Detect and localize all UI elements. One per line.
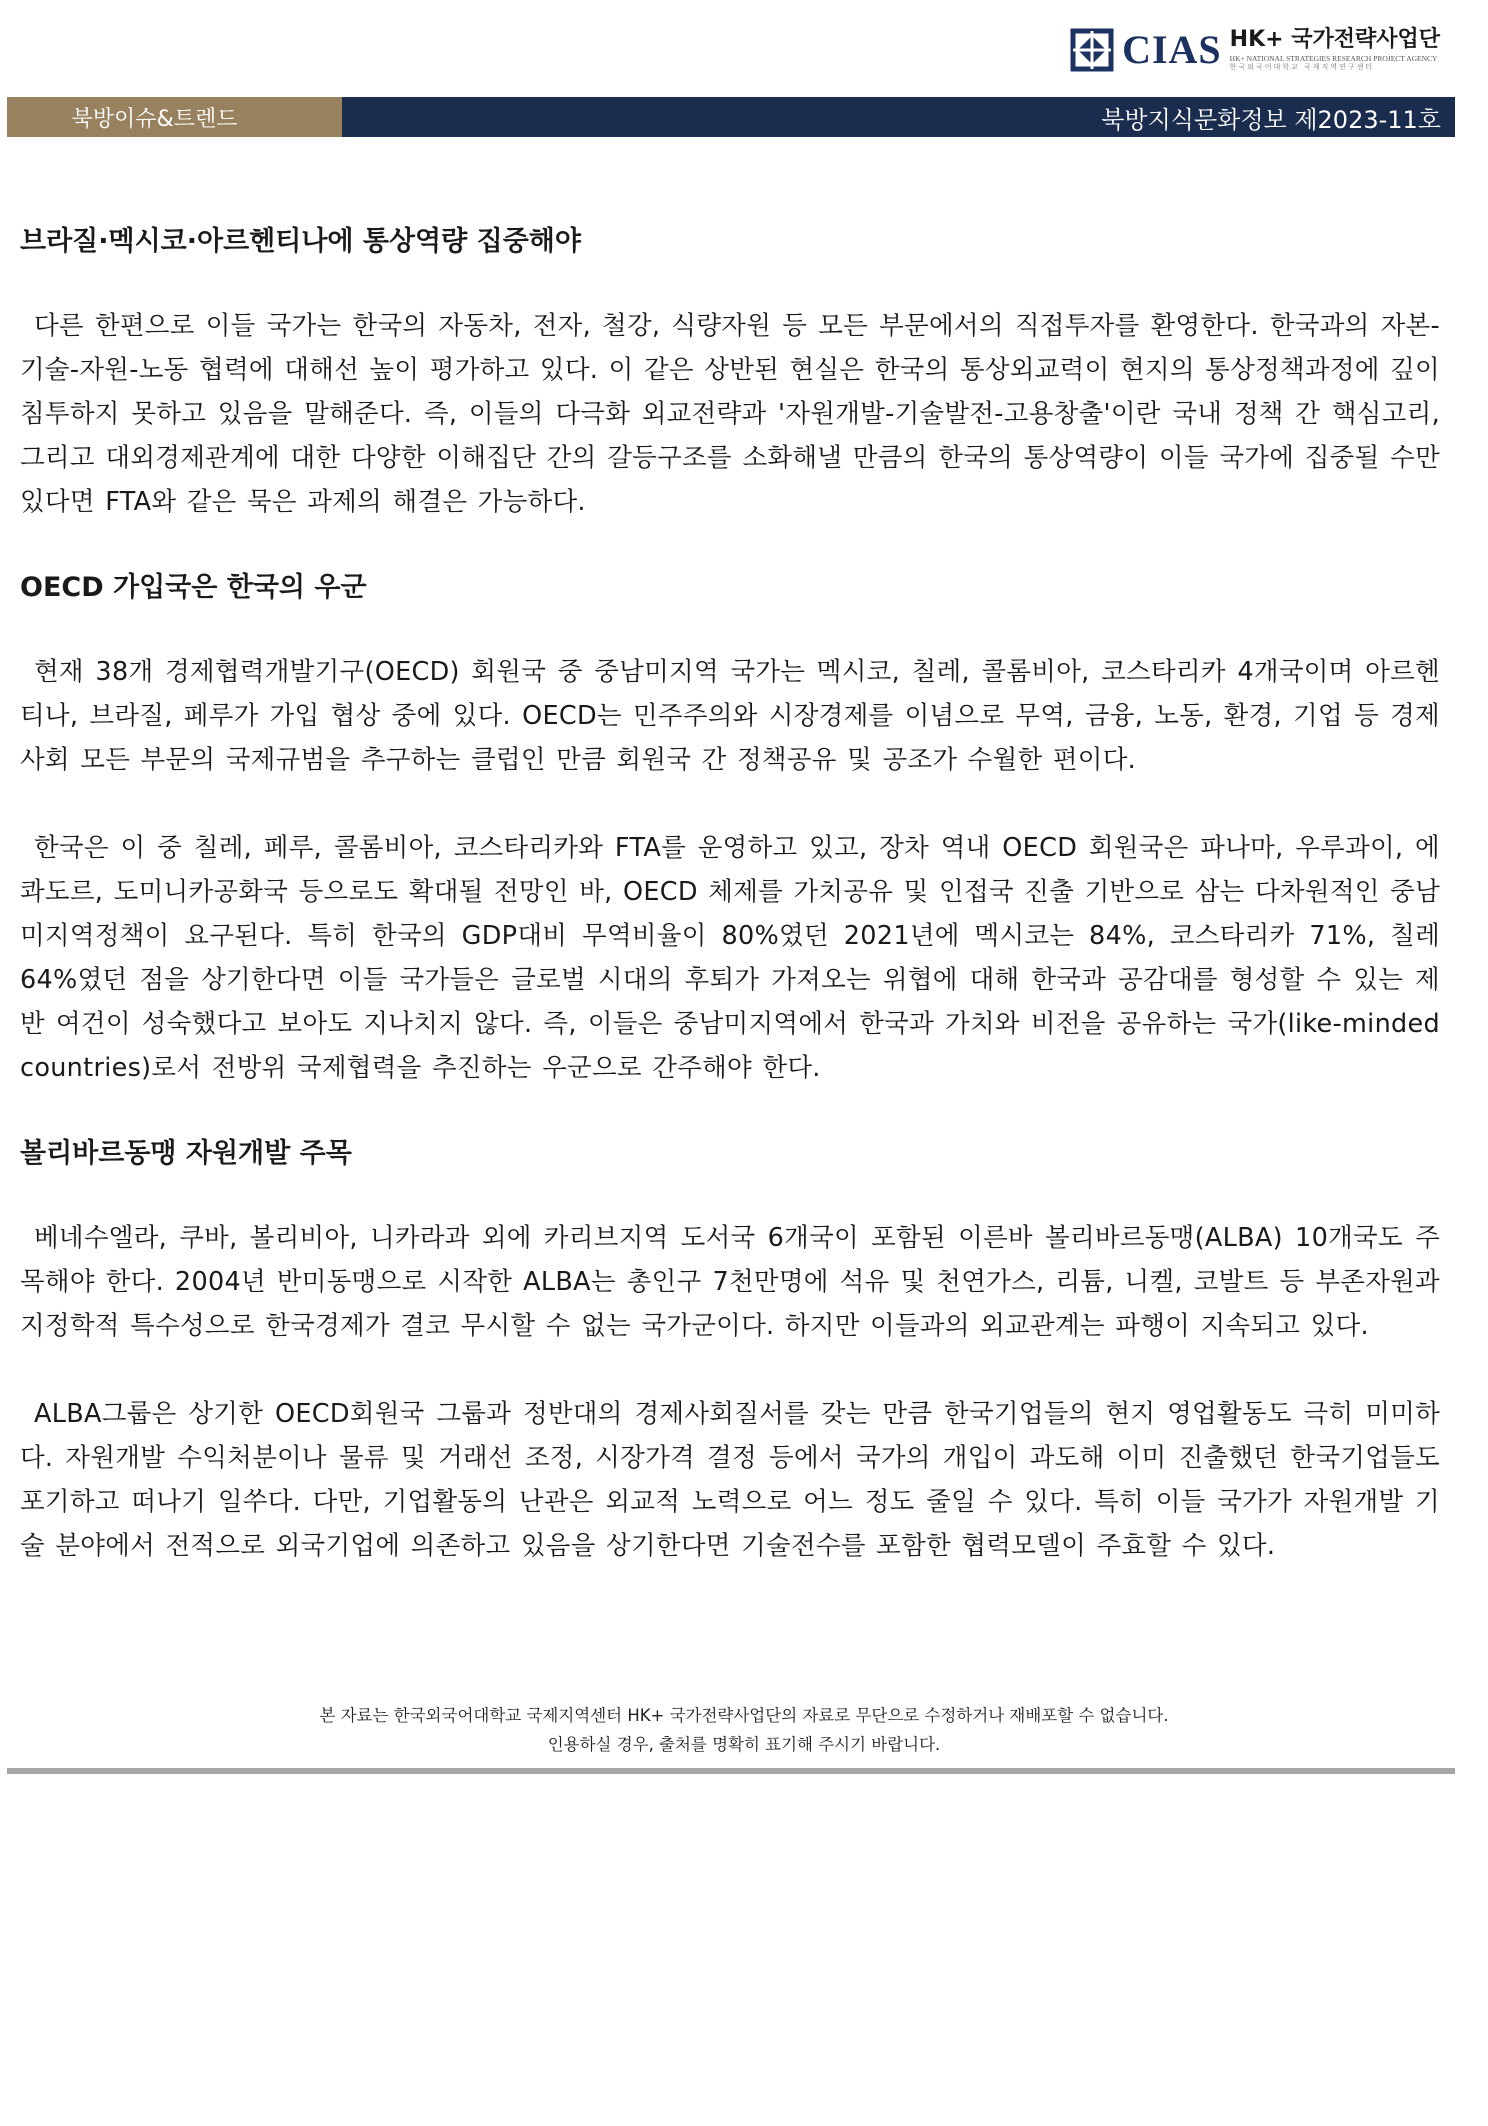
paragraph: 다른 한편으로 이들 국가는 한국의 자동차, 전자, 철강, 식량자원 등 모든 부문에서의 직접투자를 환영한다. 한국과의 자본-기술-자원-노동 협력에 대해선 높이 평가하고 있다. 이 같은 상반된 현실은 한국의 통상외교력이 현지의 통상정책과정에 깊이 침투하지 못하고 있음을 말해준다. 즉, 이들의 다극화 외교전략과 '자원개발-기술발전-고용창출'이란 국내 정책 간 핵심고리, 그리고 대외경제관계에 대한 다양한 이해집단 간의 갈등구조를 소화해낼 만큼의 한국의 통상역량이 이들 국가에 집중될 수만 있다면 FTA와 같은 묵은 과제의 해결은 가능하다.	[20, 311, 1440, 517]
section-title: 브라질·멕시코·아르헨티나에 통상역량 집중해야	[20, 226, 581, 257]
paragraph: 한국은 이 중 칠레, 페루, 콜롬비아, 코스타리카와 FTA를 운영하고 있고, 장차 역내 OECD 회원국은 파나마, 우루과이, 에콰도르, 도미니카공화국 등으로도 확대될 전망인 바, OECD 체제를 가치공유 및 인접국 진출 기반으로 삼는 다차원적인 중남미지역정책이 요구된다. 특히 한국의 GDP대비 무역비율이 80%였던 2021년에 멕시코는 84%, 코스타리카 71%, 칠레 64%였던 점을 상기한다면 이들 국가들은 글로벌 시대의 후퇴가 가져오는 위협에 대해 한국과 공감대를 형성할 수 있는 제반 여건이 성숙했다고 보아도 지나치지 않다. 즉, 이들은 중남미지역에서 한국과 가치와 비전을 공유하는 국가(like-minded countries)로서 전방위 국제협력을 추진하는 우군으로 간주해야 한다.	[20, 833, 1440, 1083]
header-issue-number: 북방지식문화정보 제2023-11호	[342, 97, 1455, 137]
article-body	[20, 222, 1440, 1612]
cias-logo	[1070, 28, 1440, 72]
bottom-divider	[7, 1768, 1455, 1774]
logo-subtitle-kr: 한국외국어대학교 국제지역연구센터	[1229, 63, 1375, 72]
header-category: 북방이슈&트렌드	[7, 97, 342, 137]
copyright-line-1: 본 자료는 한국외국어대학교 국제지역센터 HK+ 국가전략사업단의 자료로 무단으로 수정하거나 재배포할 수 없습니다.	[319, 1706, 1169, 1725]
section-title: OECD 가입국은 한국의 우군	[20, 572, 367, 603]
header-bar	[7, 97, 1455, 137]
logo-title: HK+ 국가전략사업단	[1229, 26, 1440, 52]
copyright-notice	[0, 1701, 1488, 1759]
paragraph: 현재 38개 경제협력개발기구(OECD) 회원국 중 중남미지역 국가는 멕시코, 칠레, 콜롬비아, 코스타리카 4개국이며 아르헨티나, 브라질, 페루가 가입 협상 중에 있다. OECD는 민주주의와 시장경제를 이념으로 무역, 금융, 노동, 환경, 기업 등 경제사회 모든 부문의 국제규범을 추구하는 클럽인 만큼 회원국 간 정책공유 및 공조가 수월한 편이다.	[20, 657, 1440, 775]
paragraph: 베네수엘라, 쿠바, 볼리비아, 니카라과 외에 카리브지역 도서국 6개국이 포함된 이른바 볼리바르동맹(ALBA) 10개국도 주목해야 한다. 2004년 반미동맹으로 시작한 ALBA는 총인구 7천만명에 석유 및 천연가스, 리튬, 니켈, 코발트 등 부존자원과 지정학적 특수성으로 한국경제가 결코 무시할 수 없는 국가군이다. 하지만 이들과의 외교관계는 파행이 지속되고 있다.	[20, 1223, 1440, 1341]
section-title: 볼리바르동맹 자원개발 주목	[20, 1138, 352, 1169]
logo-subtitle: HK+ NATIONAL STRATEGIES RESEARCH PROJECT AGENCY	[1229, 53, 1438, 63]
paragraph: ALBA그룹은 상기한 OECD회원국 그룹과 정반대의 경제사회질서를 갖는 만큼 한국기업들의 현지 영업활동도 극히 미미하다. 자원개발 수익처분이나 물류 및 거래선 조정, 시장가격 결정 등에서 국가의 개입이 과도해 이미 진출했던 한국기업들도 포기하고 떠나기 일쑤다. 다만, 기업활동의 난관은 외교적 노력으로 어느 정도 줄일 수 있다. 특히 이들 국가가 자원개발 기술 분야에서 전적으로 외국기업에 의존하고 있음을 상기한다면 기술전수를 포함한 협력모델이 주효할 수 있다.	[20, 1399, 1440, 1561]
copyright-line-2: 인용하실 경우, 출처를 명확히 표기해 주시기 바랍니다.	[547, 1735, 941, 1754]
cias-emblem-icon	[1070, 28, 1114, 72]
logo-brand: CIAS	[1122, 27, 1222, 72]
